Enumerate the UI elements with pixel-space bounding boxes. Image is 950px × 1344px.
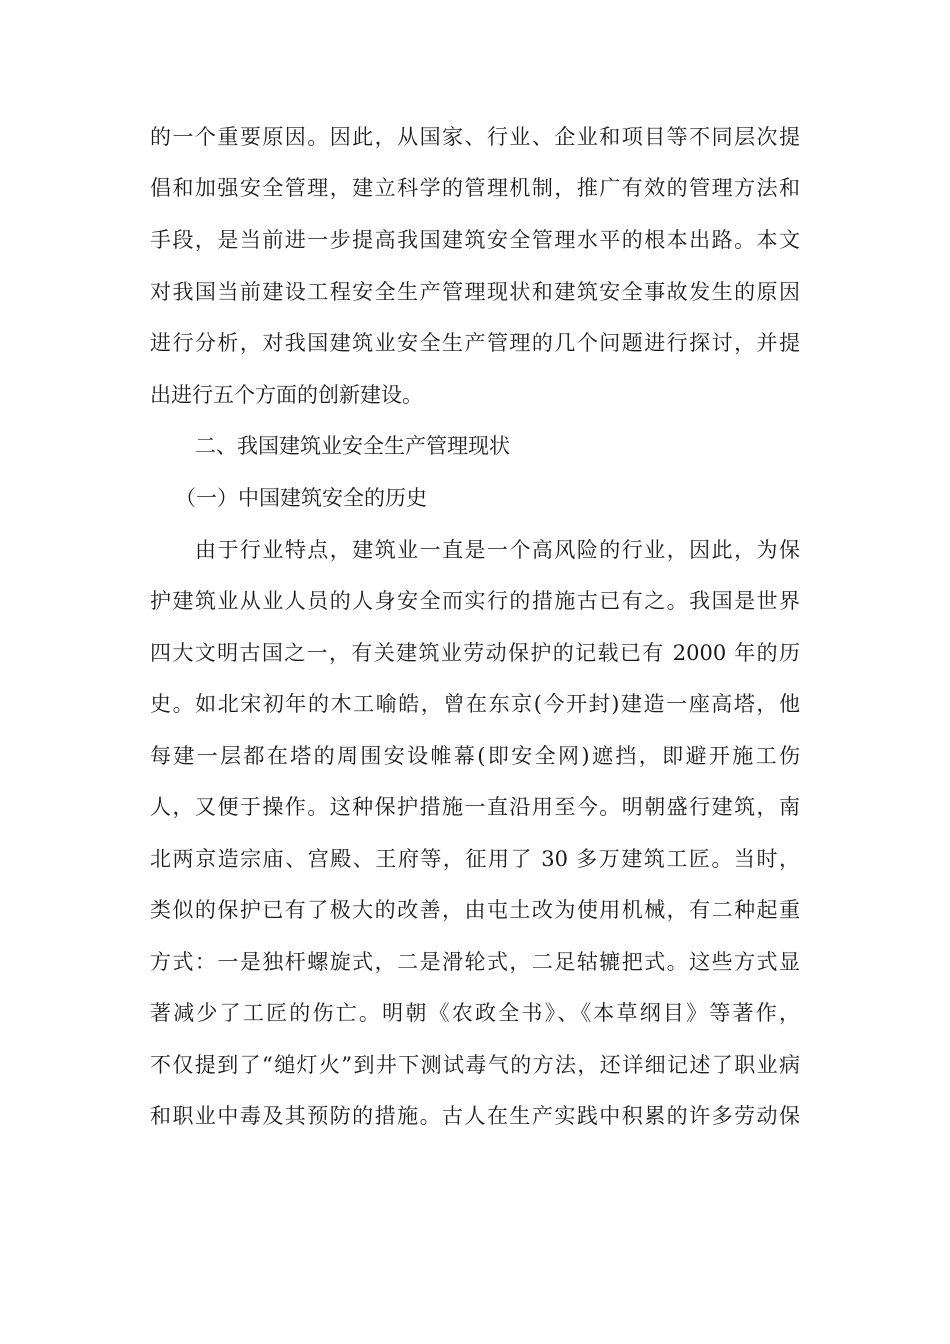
- paragraph-line: 每建一层都在塔的周围安设帷幕(即安全网)遮挡，即避开施工伤: [150, 744, 800, 768]
- paragraph-line: 倡和加强安全管理，建立科学的管理机制，推广有效的管理方法和: [150, 176, 800, 200]
- subsection-heading: （一）中国建筑安全的历史: [175, 486, 427, 510]
- paragraph-line: 由于行业特点，建筑业一直是一个高风险的行业，因此，为保: [195, 538, 800, 562]
- paragraph-line: 北两京造宗庙、宫殿、王府等，征用了 30 多万建筑工匠。当时，: [150, 847, 800, 871]
- paragraph-line: 出进行五个方面的创新建设。: [150, 383, 423, 407]
- paragraph-line: 史。如北宋初年的木工喻皓，曾在东京(今开封)建造一座高塔，他: [150, 692, 800, 716]
- paragraph-line: 不仅提到了“缒灯火”到井下测试毒气的方法，还详细记述了职业病: [150, 1053, 800, 1077]
- paragraph-line: 对我国当前建设工程安全生产管理现状和建筑安全事故发生的原因: [150, 280, 800, 304]
- paragraph-line: 和职业中毒及其预防的措施。古人在生产实践中积累的许多劳动保: [150, 1104, 800, 1128]
- paragraph-line: 手段，是当前进一步提高我国建筑安全管理水平的根本出路。本文: [150, 228, 800, 252]
- paragraph-line: 进行分析，对我国建筑业安全生产管理的几个问题进行探讨，并提: [150, 331, 800, 355]
- paragraph-line: 四大文明古国之一，有关建筑业劳动保护的记载已有 2000 年的历: [150, 641, 800, 665]
- section-heading: 二、我国建筑业安全生产管理现状: [195, 434, 510, 458]
- paragraph-line: 方式：一是独杆螺旋式，二是滑轮式，二足轱辘把式。这些方式显: [150, 950, 800, 974]
- paragraph-line: 的一个重要原因。因此，从国家、行业、企业和项目等不同层次提: [150, 125, 800, 149]
- paragraph-line: 著减少了工匠的伤亡。明朝《农政全书》、《本草纲目》等著作，: [150, 1001, 800, 1025]
- paragraph-line: 人，又便于操作。这种保护措施一直沿用至今。明朝盛行建筑，南: [150, 795, 800, 819]
- paragraph-line: 护建筑业从业人员的人身安全而实行的措施古已有之。我国是世界: [150, 589, 800, 613]
- paragraph-line: 类似的保护已有了极大的改善，由屯土改为使用机械，有二种起重: [150, 898, 800, 922]
